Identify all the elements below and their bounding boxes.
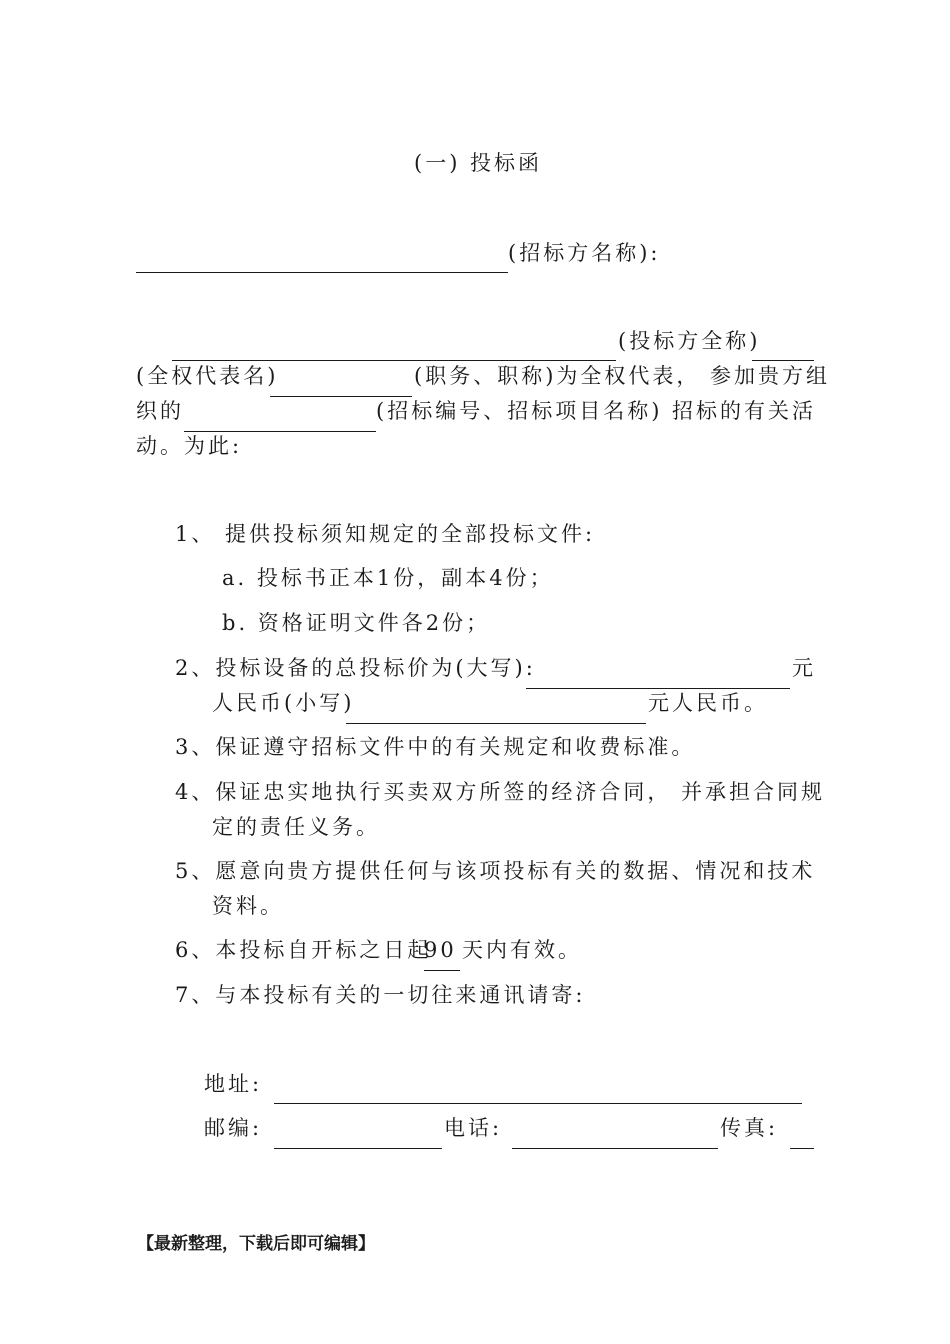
position-text: (职务、职称)为全权代表， 参加贵方组 [414, 364, 831, 388]
fax-blank [790, 1148, 814, 1149]
item-7: 7、与本投标有关的一切往来通讯请寄: [175, 983, 586, 1007]
document-title: (一) 投标函 [414, 151, 543, 175]
phone-blank [512, 1148, 718, 1149]
recipient-label: (招标方名称): [508, 241, 661, 265]
tender-number-blank [184, 431, 376, 432]
postcode-label: 邮编: [204, 1116, 263, 1140]
address-blank [274, 1103, 802, 1104]
org-label: 织的 [136, 399, 184, 423]
item-2-unit1: 元 [792, 656, 816, 680]
rep-name-label: (全权代表名) [136, 364, 279, 388]
footer-note: 【最新整理，下载后即可编辑】 [137, 1234, 375, 1254]
position-blank [270, 396, 412, 397]
price-figures-blank [346, 723, 646, 724]
phone-label: 电话: [444, 1116, 503, 1140]
postcode-blank [274, 1148, 442, 1149]
tender-text: (招标编号、招标项目名称) 招标的有关活 [376, 399, 817, 423]
item-5-line2: 资料。 [212, 894, 284, 918]
item-6-suffix: 天内有效。 [462, 938, 582, 962]
address-label: 地址: [204, 1072, 263, 1096]
item-3: 3、保证遵守招标文件中的有关规定和收费标准。 [175, 735, 696, 759]
item-4-line1: 4、保证忠实地执行买卖双方所签的经济合同， 并承担合同规 [175, 780, 826, 804]
recipient-name-blank [136, 272, 508, 273]
item-1b: b. 资格证明文件各2份； [222, 611, 491, 635]
item-2-part1: 2、投标设备的总投标价为(大写): [175, 656, 536, 680]
bidder-fullname-label: (投标方全称) [618, 329, 761, 353]
bidder-fullname-blank [172, 360, 616, 361]
fax-label: 传真: [720, 1116, 779, 1140]
item-2-unit2: 元人民币。 [648, 691, 768, 715]
item-1: 1、 提供投标须知规定的全部投标文件: [175, 522, 596, 546]
item-6-days: 90 [424, 938, 457, 962]
item-1a: a. 投标书正本1份，副本4份； [222, 566, 554, 590]
item-2-part2: 人民币(小写) [212, 691, 355, 715]
item-5-line1: 5、愿意向贵方提供任何与该项投标有关的数据、情况和技术 [175, 859, 816, 883]
item-6-prefix: 6、本投标自开标之日起 [175, 938, 432, 962]
bidder-fullname-tail-blank [752, 360, 814, 361]
price-words-blank [526, 688, 790, 689]
paragraph-end: 动。为此: [136, 434, 243, 458]
item-4-line2: 定的责任义务。 [212, 815, 380, 839]
days-blank [424, 970, 460, 971]
